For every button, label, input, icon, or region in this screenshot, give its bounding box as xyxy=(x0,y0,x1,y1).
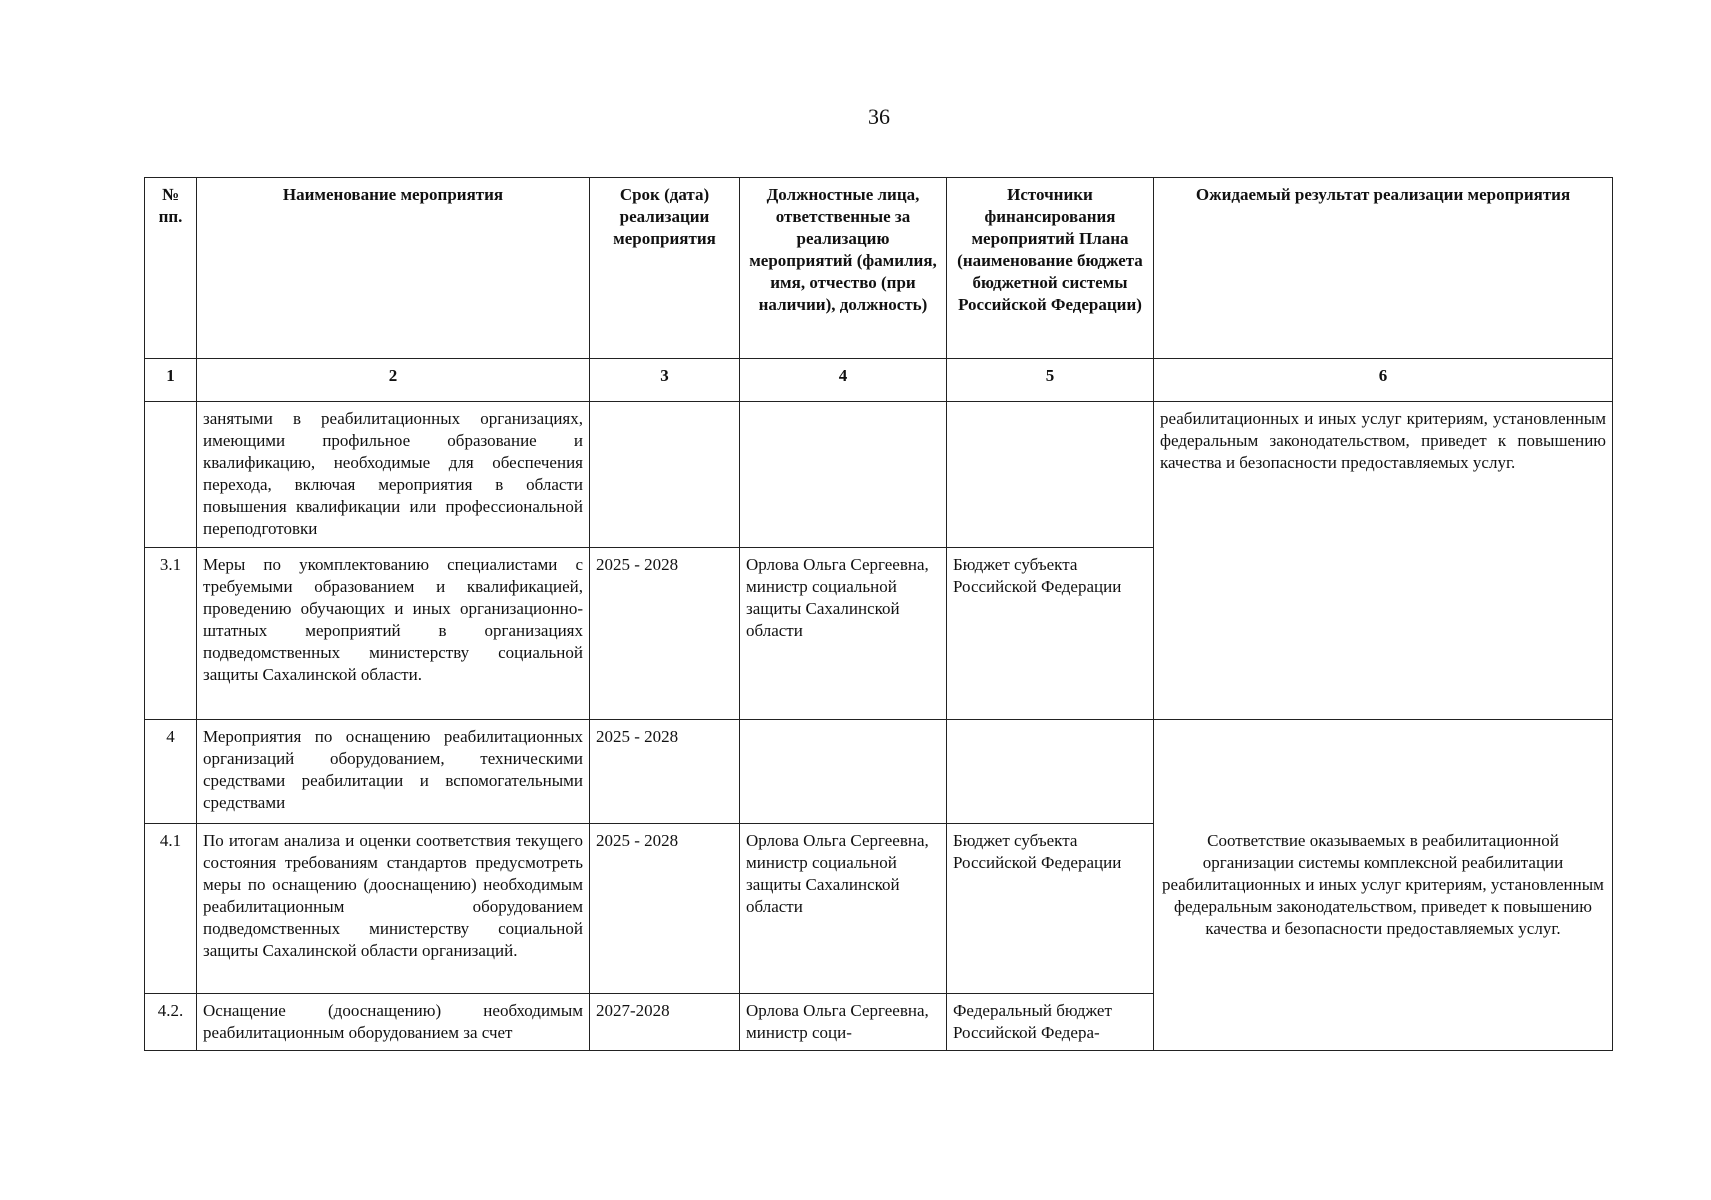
row-number: 3.1 xyxy=(145,548,197,720)
header-name: Наименование мероприятия xyxy=(197,178,590,359)
event-responsible xyxy=(740,720,947,824)
column-number: 3 xyxy=(590,359,740,402)
column-number: 6 xyxy=(1154,359,1613,402)
column-number: 5 xyxy=(947,359,1154,402)
event-source: Бюджет субъекта Российской Федерации xyxy=(947,824,1154,994)
plan-table xyxy=(144,177,1613,1051)
event-responsible: Орлова Ольга Сергеевна, министр социальной защиты Сахалинской области xyxy=(740,824,947,994)
event-term: 2025 - 2028 xyxy=(590,824,740,994)
row-number xyxy=(145,402,197,548)
event-term xyxy=(590,402,740,548)
header-number: № пп. xyxy=(145,178,197,359)
event-source xyxy=(947,720,1154,824)
event-source xyxy=(947,402,1154,548)
expected-result: Соответствие оказываемых в реабилитационной организации системы комплексной реабилитации реабилитационных и иных услуг критериям, установленным федеральным законодательством, приведет к повышению качества и безопасности предоставляемых услуг. xyxy=(1154,720,1613,1051)
table-row xyxy=(145,402,1613,548)
page-number: 36 xyxy=(868,104,890,129)
event-name: Меры по укомплектованию специалистами с требуемыми образованием и квалификацией, проведению обучающих и иных организационно-штатных мероприятий в организациях подведомственных министерству социальной защиты Сахалинской области. xyxy=(197,548,590,720)
event-name: Мероприятия по оснащению реабилитационных организаций оборудованием, техническими средствами реабилитации и вспомогательными средствами xyxy=(197,720,590,824)
header-term: Срок (дата) реализации мероприятия xyxy=(590,178,740,359)
row-number: 4.2. xyxy=(145,994,197,1051)
header-result: Ожидаемый результат реализации мероприятия xyxy=(1154,178,1613,359)
event-term: 2025 - 2028 xyxy=(590,548,740,720)
row-number: 4.1 xyxy=(145,824,197,994)
header-row xyxy=(145,178,1613,359)
event-name: занятыми в реабилитационных организациях, имеющими профильное образование и квалификацию, необходимые для обеспечения перехода, включая мероприятия в области повышения квалификации или профессиональной переподготовки xyxy=(197,402,590,548)
header-source: Источники финансирования мероприятий Плана (наименование бюджета бюджетной системы Российской Федерации) xyxy=(947,178,1154,359)
event-source: Бюджет субъекта Российской Федерации xyxy=(947,548,1154,720)
column-number: 2 xyxy=(197,359,590,402)
row-number: 4 xyxy=(145,720,197,824)
event-responsible xyxy=(740,402,947,548)
column-number: 4 xyxy=(740,359,947,402)
column-number-row xyxy=(145,359,1613,402)
event-term: 2025 - 2028 xyxy=(590,720,740,824)
event-responsible: Орлова Ольга Сергеевна, министр соци- xyxy=(740,994,947,1051)
expected-result: реабилитационных и иных услуг критериям, установленным федеральным законодательством, приведет к повышению качества и безопасности предоставляемых услуг. xyxy=(1154,402,1613,720)
event-term: 2027-2028 xyxy=(590,994,740,1051)
header-responsible: Должностные лица, ответственные за реализацию мероприятий (фамилия, имя, отчество (при наличии), должность) xyxy=(740,178,947,359)
event-name: Оснащение (дооснащению) необходимым реабилитационным оборудованием за счет xyxy=(197,994,590,1051)
table-row xyxy=(145,720,1613,824)
event-source: Федеральный бюджет Российской Федера- xyxy=(947,994,1154,1051)
event-responsible: Орлова Ольга Сергеевна, министр социальной защиты Сахалинской области xyxy=(740,548,947,720)
column-number: 1 xyxy=(145,359,197,402)
event-name: По итогам анализа и оценки соответствия текущего состояния требованиям стандартов предусмотреть меры по оснащению (дооснащению) необходимым реабилитационным оборудованием подведомственных министерству социальной защиты Сахалинской области организаций. xyxy=(197,824,590,994)
